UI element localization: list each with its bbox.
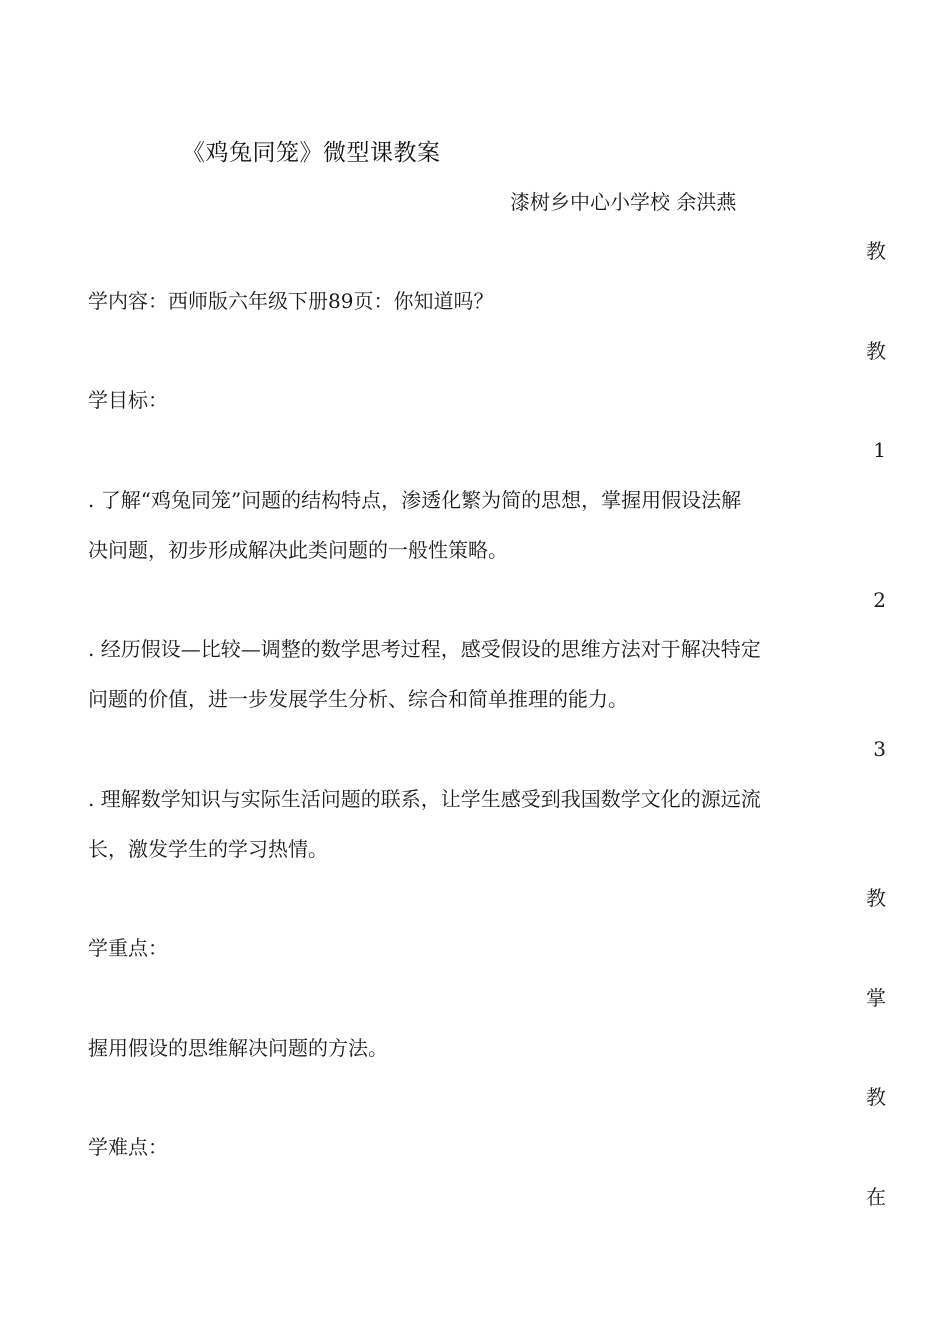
document-title: 《鸡兔同笼》微型课教案: [182, 140, 441, 166]
right-marker: 1: [873, 438, 886, 462]
right-marker: 教: [866, 239, 886, 263]
right-marker: 教: [866, 886, 886, 910]
right-marker: 教: [866, 1085, 886, 1109]
text-line: 学内容：西师版六年级下册89页：你知道吗？: [88, 289, 494, 313]
text-line: 学重点：: [88, 936, 168, 960]
right-marker: 掌: [866, 986, 886, 1010]
author-line: 漆树乡中心小学校 余洪燕: [510, 190, 737, 214]
text-line: 决问题，初步形成解决此类问题的一般性策略。: [88, 538, 508, 562]
text-line: . 经历假设—比较—调整的数学思考过程，感受假设的思维方法对于解决特定: [88, 637, 761, 661]
text-line: 握用假设的思维解决问题的方法。: [88, 1036, 388, 1060]
right-marker: 2: [873, 588, 886, 612]
text-line: 问题的价值，进一步发展学生分析、综合和简单推理的能力。: [88, 687, 628, 711]
right-marker: 教: [866, 339, 886, 363]
text-line: 长，激发学生的学习热情。: [88, 837, 328, 861]
text-line: . 理解数学知识与实际生活问题的联系，让学生感受到我国数学文化的源远流: [88, 787, 761, 811]
text-line: 学目标：: [88, 388, 168, 412]
text-line: 学难点：: [88, 1135, 168, 1159]
text-line: . 了解“鸡兔同笼”问题的结构特点，渗透化繁为简的思想，掌握用假设法解: [88, 488, 742, 512]
right-marker: 在: [866, 1185, 886, 1209]
right-marker: 3: [873, 737, 886, 761]
